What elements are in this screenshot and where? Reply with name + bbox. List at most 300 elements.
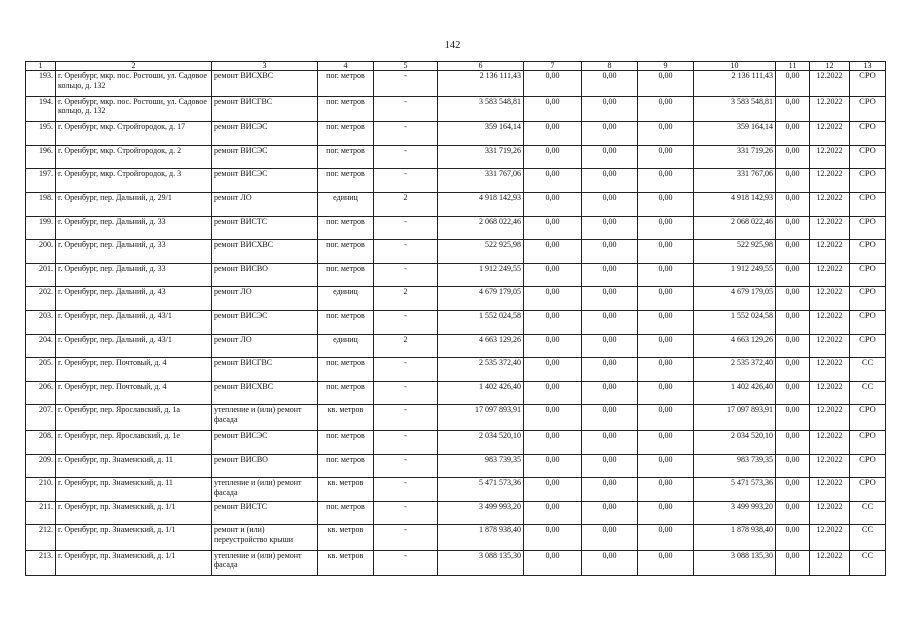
deadline-cell: 12.2022 [810,550,850,576]
funding-source-cell: СС [850,358,886,382]
value-cell: 0,00 [524,454,582,478]
table-row [26,240,886,264]
value-cell: 0,00 [638,501,694,525]
value-cell: 0,00 [776,381,810,405]
value-cell: 0,00 [582,122,638,146]
cost-cell: 1 878 938,40 [438,525,524,551]
funding-source-cell: СС [850,550,886,576]
cost-cell: 17 097 893,91 [438,405,524,431]
address-cell: г. Оренбург, пер. Дальний, д. 43/1 [56,334,212,358]
unit-cell: пог. метров [318,381,374,405]
unit-cell: единиц [318,192,374,216]
address-cell: г. Оренбург, мкр. пос. Ростоши, ул. Садовое кольцо, д. 132 [56,96,212,122]
value-cell: 0,00 [524,358,582,382]
table-row [26,550,886,576]
row-number: 197. [26,169,56,193]
row-number: 210. [26,478,56,502]
work-type-cell: ремонт ВИСГВС [212,96,318,122]
value-cell: 0,00 [638,454,694,478]
value-cell: 0,00 [524,216,582,240]
cost-cell: 3 583 548,81 [438,96,524,122]
value-cell: 0,00 [582,334,638,358]
work-type-cell: ремонт ВИСТС [212,501,318,525]
funding-source-cell: СРО [850,430,886,454]
cost-cell: 359 164,14 [438,122,524,146]
unit-cell: единиц [318,334,374,358]
deadline-cell: 12.2022 [810,96,850,122]
total-cost-cell: 4 918 142,93 [694,192,776,216]
total-cost-cell: 2 136 111,43 [694,71,776,97]
quantity-cell: - [374,169,438,193]
column-header: 7 [524,62,582,71]
unit-cell: пог. метров [318,501,374,525]
value-cell: 0,00 [524,430,582,454]
row-number: 202. [26,287,56,311]
funding-source-cell: СС [850,381,886,405]
row-number: 205. [26,358,56,382]
funding-source-cell: СРО [850,96,886,122]
value-cell: 0,00 [524,405,582,431]
unit-cell: кв. метров [318,478,374,502]
total-cost-cell: 2 034 520,10 [694,430,776,454]
value-cell: 0,00 [524,96,582,122]
total-cost-cell: 3 583 548,81 [694,96,776,122]
work-type-cell: ремонт ВИСЭС [212,145,318,169]
deadline-cell: 12.2022 [810,454,850,478]
quantity-cell: - [374,358,438,382]
row-number: 212. [26,525,56,551]
work-type-cell: утепление и (или) ремонт фасада [212,478,318,502]
table-row [26,263,886,287]
funding-source-cell: СРО [850,405,886,431]
value-cell: 0,00 [638,71,694,97]
table-row [26,71,886,97]
value-cell: 0,00 [638,240,694,264]
deadline-cell: 12.2022 [810,478,850,502]
address-cell: г. Оренбург, мкр. пос. Ростоши, ул. Садовое кольцо, д. 132 [56,71,212,97]
value-cell: 0,00 [776,287,810,311]
value-cell: 0,00 [776,525,810,551]
quantity-cell: - [374,381,438,405]
total-cost-cell: 983 739,35 [694,454,776,478]
table-row [26,192,886,216]
value-cell: 0,00 [582,192,638,216]
row-number: 196. [26,145,56,169]
table-row [26,501,886,525]
row-number: 206. [26,381,56,405]
total-cost-cell: 1 552 024,58 [694,310,776,334]
value-cell: 0,00 [524,525,582,551]
cost-cell: 3 088 135,30 [438,550,524,576]
table-row [26,169,886,193]
page-number: 142 [444,40,461,51]
deadline-cell: 12.2022 [810,310,850,334]
funding-source-cell: СС [850,501,886,525]
column-header: 3 [212,62,318,71]
value-cell: 0,00 [524,501,582,525]
row-number: 213. [26,550,56,576]
total-cost-cell: 359 164,14 [694,122,776,146]
value-cell: 0,00 [582,358,638,382]
table-row [26,358,886,382]
deadline-cell: 12.2022 [810,145,850,169]
cost-cell: 522 925,98 [438,240,524,264]
value-cell: 0,00 [582,478,638,502]
value-cell: 0,00 [638,405,694,431]
value-cell: 0,00 [582,430,638,454]
value-cell: 0,00 [776,478,810,502]
value-cell: 0,00 [776,358,810,382]
table-row [26,334,886,358]
value-cell: 0,00 [638,550,694,576]
unit-cell: пог. метров [318,430,374,454]
value-cell: 0,00 [524,263,582,287]
work-type-cell: ремонт ВИСЭС [212,122,318,146]
total-cost-cell: 1 878 938,40 [694,525,776,551]
table-row [26,216,886,240]
quantity-cell: - [374,122,438,146]
value-cell: 0,00 [638,216,694,240]
row-number: 209. [26,454,56,478]
column-number-header [26,62,886,71]
value-cell: 0,00 [582,550,638,576]
total-cost-cell: 3 088 135,30 [694,550,776,576]
value-cell: 0,00 [638,478,694,502]
deadline-cell: 12.2022 [810,334,850,358]
quantity-cell: 2 [374,192,438,216]
unit-cell: пог. метров [318,358,374,382]
deadline-cell: 12.2022 [810,358,850,382]
row-number: 200. [26,240,56,264]
unit-cell: пог. метров [318,145,374,169]
value-cell: 0,00 [776,334,810,358]
funding-source-cell: СРО [850,240,886,264]
column-header: 9 [638,62,694,71]
quantity-cell: - [374,96,438,122]
table-body [26,62,886,576]
work-type-cell: ремонт ВИСВО [212,454,318,478]
value-cell: 0,00 [638,430,694,454]
unit-cell: пог. метров [318,71,374,97]
row-number: 194. [26,96,56,122]
column-header: 2 [56,62,212,71]
quantity-cell: - [374,501,438,525]
work-type-cell: ремонт ВИСЭС [212,169,318,193]
address-cell: г. Оренбург, пр. Знаменский, д. 1/1 [56,525,212,551]
row-number: 208. [26,430,56,454]
column-header: 8 [582,62,638,71]
column-header: 12 [810,62,850,71]
quantity-cell: - [374,430,438,454]
value-cell: 0,00 [582,71,638,97]
value-cell: 0,00 [582,216,638,240]
value-cell: 0,00 [776,145,810,169]
value-cell: 0,00 [638,287,694,311]
value-cell: 0,00 [582,240,638,264]
value-cell: 0,00 [638,358,694,382]
cost-cell: 3 499 993,20 [438,501,524,525]
value-cell: 0,00 [638,169,694,193]
work-type-cell: ремонт ВИСЭС [212,310,318,334]
column-header: 6 [438,62,524,71]
column-header: 13 [850,62,886,71]
total-cost-cell: 2 068 022,46 [694,216,776,240]
table-row [26,287,886,311]
deadline-cell: 12.2022 [810,169,850,193]
column-header: 1 [26,62,56,71]
value-cell: 0,00 [638,192,694,216]
value-cell: 0,00 [638,381,694,405]
funding-source-cell: СРО [850,192,886,216]
quantity-cell: - [374,454,438,478]
quantity-cell: - [374,145,438,169]
value-cell: 0,00 [582,454,638,478]
value-cell: 0,00 [776,216,810,240]
deadline-cell: 12.2022 [810,71,850,97]
value-cell: 0,00 [638,145,694,169]
funding-source-cell: СРО [850,169,886,193]
funding-source-cell: СРО [850,263,886,287]
quantity-cell: 2 [374,287,438,311]
value-cell: 0,00 [524,550,582,576]
deadline-cell: 12.2022 [810,287,850,311]
value-cell: 0,00 [582,169,638,193]
work-type-cell: ремонт ВИСЭС [212,430,318,454]
value-cell: 0,00 [638,263,694,287]
address-cell: г. Оренбург, пер. Дальний, д. 29/1 [56,192,212,216]
value-cell: 0,00 [582,263,638,287]
value-cell: 0,00 [582,287,638,311]
work-type-cell: ремонт ЛО [212,287,318,311]
total-cost-cell: 3 499 993,20 [694,501,776,525]
total-cost-cell: 1 912 249,55 [694,263,776,287]
row-number: 203. [26,310,56,334]
total-cost-cell: 5 471 573,36 [694,478,776,502]
value-cell: 0,00 [524,381,582,405]
value-cell: 0,00 [638,96,694,122]
deadline-cell: 12.2022 [810,216,850,240]
quantity-cell: - [374,216,438,240]
unit-cell: пог. метров [318,310,374,334]
deadline-cell: 12.2022 [810,122,850,146]
address-cell: г. Оренбург, мкр. Стройгородок, д. 3 [56,169,212,193]
quantity-cell: - [374,550,438,576]
value-cell: 0,00 [524,71,582,97]
capital-repair-table [25,61,886,576]
address-cell: г. Оренбург, пер. Почтовый, д. 4 [56,381,212,405]
work-type-cell: утепление и (или) ремонт фасада [212,550,318,576]
table-row [26,525,886,551]
funding-source-cell: СРО [850,334,886,358]
value-cell: 0,00 [638,334,694,358]
work-type-cell: ремонт ЛО [212,192,318,216]
row-number: 195. [26,122,56,146]
table-row [26,430,886,454]
cost-cell: 1 912 249,55 [438,263,524,287]
value-cell: 0,00 [776,405,810,431]
work-type-cell: ремонт ВИСХВС [212,71,318,97]
total-cost-cell: 4 679 179,05 [694,287,776,311]
value-cell: 0,00 [776,310,810,334]
address-cell: г. Оренбург, пр. Знаменский, д. 1/1 [56,501,212,525]
cost-cell: 2 034 520,10 [438,430,524,454]
cost-cell: 5 471 573,36 [438,478,524,502]
unit-cell: единиц [318,287,374,311]
value-cell: 0,00 [776,192,810,216]
deadline-cell: 12.2022 [810,192,850,216]
column-header: 11 [776,62,810,71]
value-cell: 0,00 [776,263,810,287]
unit-cell: кв. метров [318,550,374,576]
funding-source-cell: СРО [850,71,886,97]
quantity-cell: - [374,240,438,264]
unit-cell: пог. метров [318,96,374,122]
quantity-cell: - [374,525,438,551]
table-row [26,145,886,169]
value-cell: 0,00 [582,145,638,169]
value-cell: 0,00 [776,122,810,146]
cost-cell: 331 719,26 [438,145,524,169]
column-header: 5 [374,62,438,71]
cost-cell: 983 739,35 [438,454,524,478]
table-row [26,96,886,122]
total-cost-cell: 17 097 893,91 [694,405,776,431]
work-type-cell: ремонт ВИСХВС [212,381,318,405]
value-cell: 0,00 [524,145,582,169]
funding-source-cell: СС [850,525,886,551]
value-cell: 0,00 [776,240,810,264]
table-row [26,381,886,405]
address-cell: г. Оренбург, пер. Дальний, д. 43 [56,287,212,311]
unit-cell: пог. метров [318,169,374,193]
address-cell: г. Оренбург, пр. Знаменский, д. 11 [56,454,212,478]
funding-source-cell: СРО [850,122,886,146]
value-cell: 0,00 [582,501,638,525]
address-cell: г. Оренбург, пр. Знаменский, д. 11 [56,478,212,502]
value-cell: 0,00 [638,310,694,334]
quantity-cell: - [374,71,438,97]
value-cell: 0,00 [776,550,810,576]
value-cell: 0,00 [524,478,582,502]
address-cell: г. Оренбург, пр. Знаменский, д. 1/1 [56,550,212,576]
total-cost-cell: 1 402 426,40 [694,381,776,405]
quantity-cell: - [374,263,438,287]
unit-cell: кв. метров [318,405,374,431]
cost-cell: 4 663 129,26 [438,334,524,358]
table-row [26,405,886,431]
funding-source-cell: СРО [850,287,886,311]
address-cell: г. Оренбург, мкр. Стройгородок, д. 2 [56,145,212,169]
work-type-cell: утепление и (или) ремонт фасада [212,405,318,431]
value-cell: 0,00 [638,525,694,551]
address-cell: г. Оренбург, пер. Почтовый, д. 4 [56,358,212,382]
value-cell: 0,00 [524,240,582,264]
cost-cell: 1 402 426,40 [438,381,524,405]
value-cell: 0,00 [582,405,638,431]
deadline-cell: 12.2022 [810,381,850,405]
deadline-cell: 12.2022 [810,240,850,264]
value-cell: 0,00 [776,501,810,525]
value-cell: 0,00 [582,310,638,334]
deadline-cell: 12.2022 [810,501,850,525]
address-cell: г. Оренбург, пер. Ярославский, д. 1а [56,405,212,431]
unit-cell: пог. метров [318,454,374,478]
row-number: 198. [26,192,56,216]
address-cell: г. Оренбург, мкр. Стройгородок, д. 17 [56,122,212,146]
cost-cell: 2 068 022,46 [438,216,524,240]
cost-cell: 1 552 024,58 [438,310,524,334]
value-cell: 0,00 [524,334,582,358]
table-row [26,478,886,502]
deadline-cell: 12.2022 [810,263,850,287]
address-cell: г. Оренбург, пер. Ярославский, д. 1е [56,430,212,454]
value-cell: 0,00 [524,192,582,216]
value-cell: 0,00 [524,169,582,193]
unit-cell: кв. метров [318,525,374,551]
address-cell: г. Оренбург, пер. Дальний, д. 33 [56,263,212,287]
quantity-cell: - [374,310,438,334]
funding-source-cell: СРО [850,216,886,240]
unit-cell: пог. метров [318,122,374,146]
column-header: 4 [318,62,374,71]
unit-cell: пог. метров [318,240,374,264]
cost-cell: 2 535 372,40 [438,358,524,382]
value-cell: 0,00 [776,96,810,122]
row-number: 204. [26,334,56,358]
funding-source-cell: СРО [850,310,886,334]
funding-source-cell: СРО [850,478,886,502]
row-number: 207. [26,405,56,431]
value-cell: 0,00 [776,169,810,193]
total-cost-cell: 522 925,98 [694,240,776,264]
value-cell: 0,00 [524,287,582,311]
work-type-cell: ремонт ЛО [212,334,318,358]
total-cost-cell: 331 719,26 [694,145,776,169]
address-cell: г. Оренбург, пер. Дальний, д. 43/1 [56,310,212,334]
row-number: 211. [26,501,56,525]
table-row [26,454,886,478]
deadline-cell: 12.2022 [810,405,850,431]
value-cell: 0,00 [524,122,582,146]
unit-cell: пог. метров [318,216,374,240]
column-header: 10 [694,62,776,71]
cost-cell: 331 767,06 [438,169,524,193]
value-cell: 0,00 [638,122,694,146]
work-type-cell: ремонт и (или) переустройство крыши [212,525,318,551]
value-cell: 0,00 [776,430,810,454]
total-cost-cell: 4 663 129,26 [694,334,776,358]
value-cell: 0,00 [776,454,810,478]
address-cell: г. Оренбург, пер. Дальний, д. 33 [56,216,212,240]
address-cell: г. Оренбург, пер. Дальний, д. 33 [56,240,212,264]
unit-cell: пог. метров [318,263,374,287]
value-cell: 0,00 [776,71,810,97]
value-cell: 0,00 [582,381,638,405]
total-cost-cell: 331 767,06 [694,169,776,193]
quantity-cell: 2 [374,334,438,358]
cost-cell: 4 918 142,93 [438,192,524,216]
quantity-cell: - [374,478,438,502]
table-row [26,122,886,146]
work-type-cell: ремонт ВИСТС [212,216,318,240]
quantity-cell: - [374,405,438,431]
deadline-cell: 12.2022 [810,525,850,551]
row-number: 193. [26,71,56,97]
table-row [26,310,886,334]
value-cell: 0,00 [582,525,638,551]
work-type-cell: ремонт ВИСВО [212,263,318,287]
work-type-cell: ремонт ВИСХВС [212,240,318,264]
